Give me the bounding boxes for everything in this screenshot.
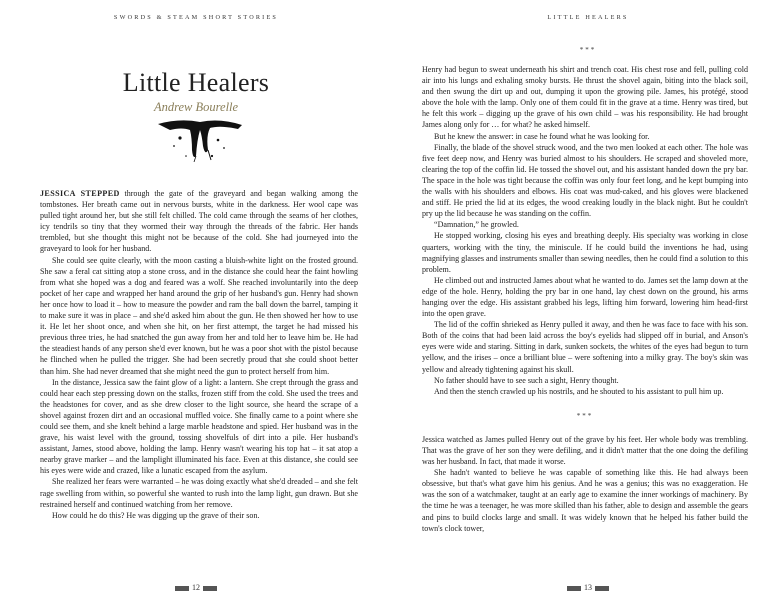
paragraph: Henry had begun to sweat underneath his shirt and trench coat. His chest rose and fell, pulling cold air into his lungs and exhaling smoky bursts. He thrust the shovel again, biting into the black soil, and then swung the dirt up and out, dumping it upon the growing pile. James, his protégé, stood above the hole with the lamp. Only one of them could fit in the grave at a time. Henry was tired, but he felt this work – digging up the grave of his own child – was his responsibility. He had brought James along only for … for what? he asked himself. [422, 65, 748, 130]
section-break: *** [576, 411, 594, 420]
folio-ornament-icon [203, 586, 217, 591]
paragraph: Jessica watched as James pulled Henry out of the grave by his feet. Her whole body was trembling. That was the grave of her son they were defiling, and it didn't matter that the one doing the defiling was her husband. In fact, that made it worse. [422, 434, 748, 467]
right-body-text [422, 64, 748, 534]
running-head-right: LITTLE HEALERS [547, 14, 629, 21]
section-break: *** [579, 46, 597, 54]
paragraph: The lid of the coffin shrieked as Henry pulled it away, and then he was face to face with his son. Both of the coins that had been laid across the boy's eyelids had slipped off in burial, and Anson's eyes were wide and staring. Sitting in dark, sunken sockets, the whites of the eyes had begun to turn yellow, and the irises – once a brilliant blue – were softening into a milky gray. The boy's skin was yellow and already tightening against his skull. [422, 320, 748, 374]
running-head-left: SWORDS & STEAM SHORT STORIES [113, 14, 279, 21]
paragraph: No father should have to see such a sight, Henry thought. [434, 375, 619, 385]
paragraph: She hadn't wanted to believe he was capable of something like this. He had always been obsessive, but that's what gave him his genius. And he was a genius; this was no exaggeration. He was the son of a watchmaker, taught at an early age to examine the inner workings of machinery. By the time he was a teenager, he was more skilled than his father, able to design and assemble the gears and pins to build clocks large and small. It was widely known that he helped his father build the town's clock tower, [422, 468, 748, 533]
story-title: Little Healers [122, 68, 270, 97]
folio-ornament-icon [595, 586, 609, 591]
paragraph: He climbed out and instructed James about what he wanted to do. James set the lamp down at the edge of the hole. Henry, holding the pry bar in one hand, lay chest down on the ground, his arms hanging over the edge. His assistant grabbed his legs, lifting him forward, lowering him head-first into the open grave. [422, 275, 748, 319]
page-number-left: 12 [0, 583, 392, 592]
paragraph: “Damnation,” he growled. [434, 220, 519, 230]
paragraph: JESSICA STEPPED through the gate of the graveyard and began walking among the tombstones. Her breath came out in nervous bursts, white in the darkness. Her wool cape was pulled tight around her, but she still felt chilled. The cold came through the seams of her clothes, icy tendrils so tiny that they wormed their way through the threads of the fabric. Her hands trembled, but she thought this might not be because of the cold. She had journeyed into the graveyard to look for her husband. [40, 189, 358, 254]
story-author: Andrew Bourelle [153, 100, 239, 114]
paragraph: In the distance, Jessica saw the faint glow of a light: a lantern. She crept through the grass and could hear each step pressing down on the stalks, frozen stiff from the cold. She used the trees and the headstones for cover, and as she drew closer to the light source, she heard the scrape of a shovel against frozen dirt and an occasional muffled voice. She finally came to a point where she could see them, and she knelt behind a large marble headstone and spied. Her husband was in the grave, his waist level with the ground, tossing shovelfuls of dirt into a pile. Her husband's assistant, James, stood above, holding the lamp. Henry wasn't wearing his top hat – it sat atop a nearby grave marker – and the lamplight illuminated his face. Even at this distance, she could see his eyes were wide and crazed, like a lunatic escaped from the asylum. [40, 377, 358, 476]
right-page [392, 0, 784, 600]
ink-splatter-ornament [150, 116, 250, 162]
paragraph: How could he do this? He was digging up the grave of their son. [52, 510, 260, 520]
paragraph: And then the stench crawled up his nostrils, and he shouted to his assistant to pull him up. [434, 386, 724, 396]
left-body-text [40, 188, 358, 521]
paragraph: He stopped working, closing his eyes and breathing deeply. His specialty was working in close quarters, working with the tiny, the miniscule. If he could build the inventions he had, using magnifying glasses and instruments smaller than sewing needles, then he could find a solution to this problem. [422, 231, 748, 274]
folio-ornament-icon [567, 586, 581, 591]
page-number-right: 13 [392, 583, 784, 592]
paragraph: But he knew the answer: in case he found what he was looking for. [434, 131, 650, 141]
paragraph: She realized her fears were warranted – he was doing exactly what she'd dreaded – and she felt rage swelling from within, so powerful she wanted to rush into the lamp light, gun drawn. But she restrained herself and continued watching from her remove. [40, 477, 358, 509]
folio-ornament-icon [175, 586, 189, 591]
lead-in: JESSICA STEPPED [40, 189, 120, 198]
paragraph: She could see quite clearly, with the moon casting a bluish-white light on the frosted ground. She saw a feral cat sitting atop a stone cross, and in the distance she could hear the faint howling from what she hoped was a dog and feared was a wolf. She reached involuntarily into the deep pocket of her cape and wrapped her hand around the grip of her husband's gun. Henry had shown her once how to load it – how to measure the powder and ram the ball down the barrel, tamping it to make sure it was in place – and she'd asked him about the gun. He then showed her how to use it. He let her shoot once, and when she hit, on her first attempt, the target he had missed his previous three tries, he had snatched the gun away from her and told her to leave him be. He had the steadiest hands of any person she'd ever known, but he was a poor shot with the pistol because he flinched when he pulled the trigger. She had been secretly proud that she could shoot better than him. She had never dreamed that she might need the gun to protect herself from him. [40, 255, 358, 376]
paragraph: Finally, the blade of the shovel struck wood, and the two men looked at each other. The hole was five feet deep now, and Henry was buried almost to his shoulders. He scraped and shoveled more, clearing the top of the coffin lid. He tossed the shovel out, and his assistant handed down the pry bar. The space in the hole was tight because the coffin was only four feet long, and he kept bumping into the walls with his shoulders and elbows. His coat was mud-caked, and his gloves were blackened and stiff. He pried the lid at its edges, the wood creaking loudly in the black night. But he couldn't pry up the lid because he was standing on the coffin. [422, 142, 748, 219]
